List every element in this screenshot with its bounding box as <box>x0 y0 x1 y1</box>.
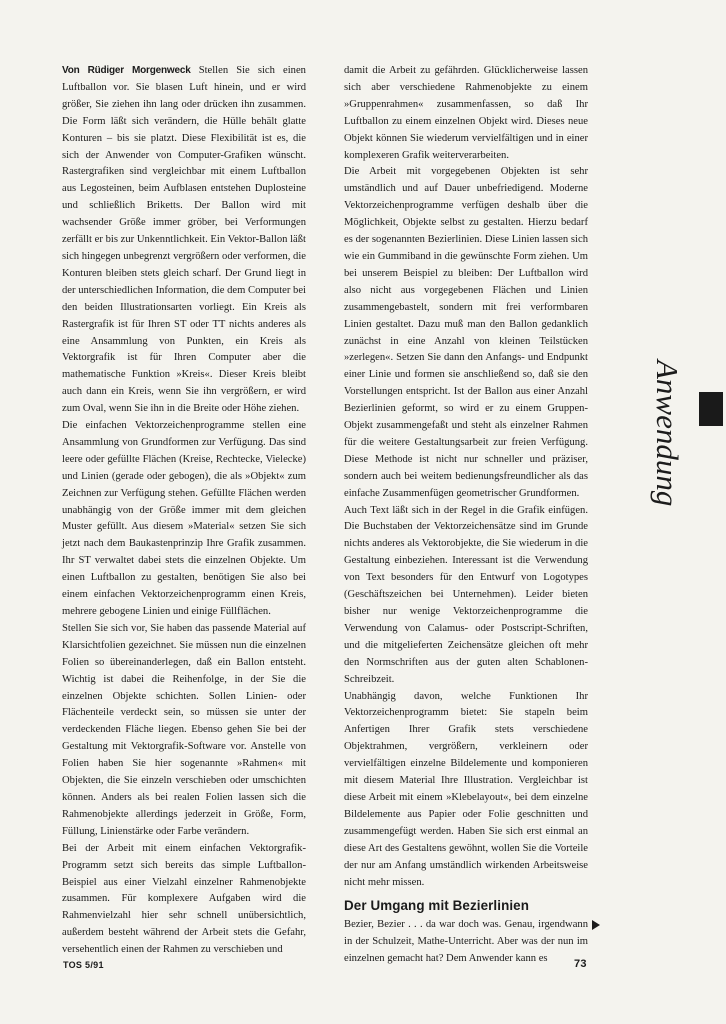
page-number: 73 <box>574 958 587 970</box>
left-column <box>62 63 306 959</box>
continue-arrow-icon <box>592 920 600 933</box>
right-paragraph-closing: Bezier, Bezier . . . da war doch was. Genau, irgendwann in der Schulzeit, Mathe-Unterricht. Aber was der nun im einzelnen gemacht hat? Dem Anwender kann es <box>344 919 588 965</box>
right-paragraph-2: Die Arbeit mit vorgegebenen Objekten ist sehr umständlich und auf Dauer unbefriedigend. Moderne Vektorzeichenprogramme verfügen deshalb über die Möglichkeit, Objekte selbst zu gestalten. Hierzu bedarf es der sogenannten Bezierlinien. Diese Linien lassen sich wie ein Gummiband in die gewünschte Form ziehen. Um bei unserem Beispiel zu bleiben: Der Luftballon wird also nicht aus vorgegebenen Flächen und Linien zusammengebastelt, sondern mit frei verformbaren Linien gestaltet. Dazu muß man den Ballon gedanklich zunächst in eine Anzahl von kleinen Teilstücken »zerlegen«. Setzen Sie dann den Anfangs- und Endpunkt einer Linie und formen sie anschließend so, daß sie den Vorstellungen entspricht. Ist der Ballon aus einer Anzahl Bezierlinien geformt, so wird er zu einem Gruppen-Objekt zusammengefaßt und steht als einzelner Rahmen für die weitere Gestaltungsarbeit zur freien Verfügung. Diese Methode ist nicht nur schneller und präziser, sondern auch bei weitem bedienungsfreundlicher als das einfache Zusammenfügen geometrischer Grundformen. <box>344 166 588 499</box>
footer-issue: TOS 5/91 <box>63 960 104 970</box>
left-paragraph-3: Stellen Sie sich vor, Sie haben das passende Material auf Klarsichtfolien gezeichnet. Sie müssen nun die einzelnen Folien so übereinanderlegen, daß ein Ballon entsteht. Wichtig ist dabei die Reihenfolge, in der Sie die einzelnen Objekte schichten. Sollen Linien- oder Flächenteile verdeckt sein, so müssen sie unter der verdeckenden Fläche liegen. Ebenso gehen Sie bei der Gestaltung mit Vektorgrafik-Software vor. Anstelle von Folien haben Sie hier sogenannte »Rahmen« mit Objekten, die Sie einzeln verschieben oder umschichten können. Anders als bei realen Folien lassen sich die Rahmenobjekte allerdings jederzeit in Größe, Form, Füllung, Linienstärke oder Farbe verändern. <box>62 622 306 837</box>
left-paragraph-2: Die einfachen Vektorzeichenprogramme stellen eine Ansammlung von Grundformen zur Verfügung. Das sind leere oder gefüllte Flächen (Kreise, Rechtecke, Vielecke) und Linien (gerade oder gebogen), die als »Objekt« zum Zeichnen zur Verfügung stehen. Gefüllte Flächen werden unabhängig von der Größe immer mit dem gleichen Muster gefüllt. Aus diesem »Material« setzen Sie sich jetzt nach dem Baukastenprinzip Ihre Grafik zusammen. Ihr ST verwaltet dabei stets die einzelnen Objekte. Um einen Luftballon zu gestalten, benötigen Sie also bei einem einfachen Vektorzeichenprogramm einen Kreis, mehrere gebogene Linien und einige Füllflächen. <box>62 420 306 617</box>
right-paragraph-4: Unabhängig davon, welche Funktionen Ihr Vektorzeichenprogramm bietet: Sie stapeln beim Anfertigen Ihrer Grafik stets verschiedene Objektrahmen, vergrößern, verkleinern oder vervielfältigen einzelne Bildelemente und komponieren mit diesem Material Ihre Illustration. Vergleichbar ist diese Arbeit mit einem »Klebelayout«, bei dem einzelne Bildelemente aus Papier oder Folie geschnitten und zusammengefügt werden. Haben Sie sich erst einmal an diese Art des Gestaltens gewöhnt, wollen Sie die Vorteile der nur am Anfang umständlich wirkenden Arbeitsweise nicht mehr missen. <box>344 690 588 888</box>
left-paragraph-1-text: Stellen Sie sich einen Luftballon vor. Sie blasen Luft hinein, und er wird größer, Sie ziehen ihn lang oder drücken ihn zusammen. Die Form läßt sich verändern, die Hülle behält glatte Konturen – bis sie platzt. Diese Flexibilität ist es, die sich der Anwender von Computer-Grafiken wünscht. Rastergrafiken sind vergleichbar mit einem Luftballon aus Legosteinen, beim Aufblasen entstehen Duplosteine und schließlich Briketts. Der Ballon wird mit wachsender Größe immer gröber, bei Verformungen zerfällt er bis zur Unkenntlichkeit. Ein Vektor-Ballon läßt sich hingegen unbegrenzt vergrößern oder verformen, die Konturen bleiben stets gleich scharf. Der Grund liegt in der unterschiedlichen Information, die dem Computer bei den beiden Illustrationsarten vorliegt. Ein Kreis als Rastergrafik ist für Ihren ST oder TT nichts anderes als eine Ansammlung von Punkten, ein Kreis als Vektorgrafik ist für Ihren Computer aber die mathematische Funktion »Kreis«. Dieser Kreis bleibt auch dann ein Kreis, wenn Sie ihn vergrößern, er wird zum Oval, wenn Sie ihn in die Breite oder Höhe ziehen. <box>62 65 306 415</box>
left-paragraph-4: Bei der Arbeit mit einem einfachen Vektorgrafik-Programm setzt sich bereits das simple Luftballon-Beispiel aus einer Vielzahl einzelner Rahmenobjekte zusammen. Für komplexere Aufgaben wird die Rahmenvielzahl hier sehr schnell unübersichtlich, außerdem besteht während der Arbeit stets die Gefahr, versehentlich einen der Rahmen zu verschieben und <box>62 842 306 956</box>
left-paragraph-1 <box>62 63 306 418</box>
section-label: Anwendung <box>650 360 685 507</box>
section-thumb-tab <box>699 392 723 426</box>
author-byline: Von Rüdiger Morgenweck <box>62 65 191 76</box>
section-heading: Der Umgang mit Bezierlinien <box>344 898 529 914</box>
right-column <box>344 63 588 968</box>
right-paragraph-1: damit die Arbeit zu gefährden. Glücklicherweise lassen sich aber verschiedene Rahmenobjekte zu einem »Gruppenrahmen« zusammenfassen, so daß Ihr Luftballon zu einem einzelnen Objekt wird. Dieses neue Objekt können Sie wiederum vervielfältigen und in einer komplexeren Grafik weiterverarbeiten. <box>344 65 588 161</box>
right-paragraph-3: Auch Text läßt sich in der Regel in die Grafik einfügen. Die Buchstaben der Vektorzeichensätze sind im Grunde nichts anderes als Vektorobjekte, die Sie wiederum in die Gestaltung einbeziehen. Interessant ist die Verwendung von Text besonders für den Entwurf von Logotypes (Geschäftszeichen bei Unternehmen). Leider bieten bisher nur wenige Vektorzeichenprogramme die Verwendung von Calamus- oder Postscript-Schriften, und die mitgelieferten Zeichensätze gleichen oft mehr den Normschriften aus der guten alten Schablonen-Schreibzeit. <box>344 504 588 685</box>
